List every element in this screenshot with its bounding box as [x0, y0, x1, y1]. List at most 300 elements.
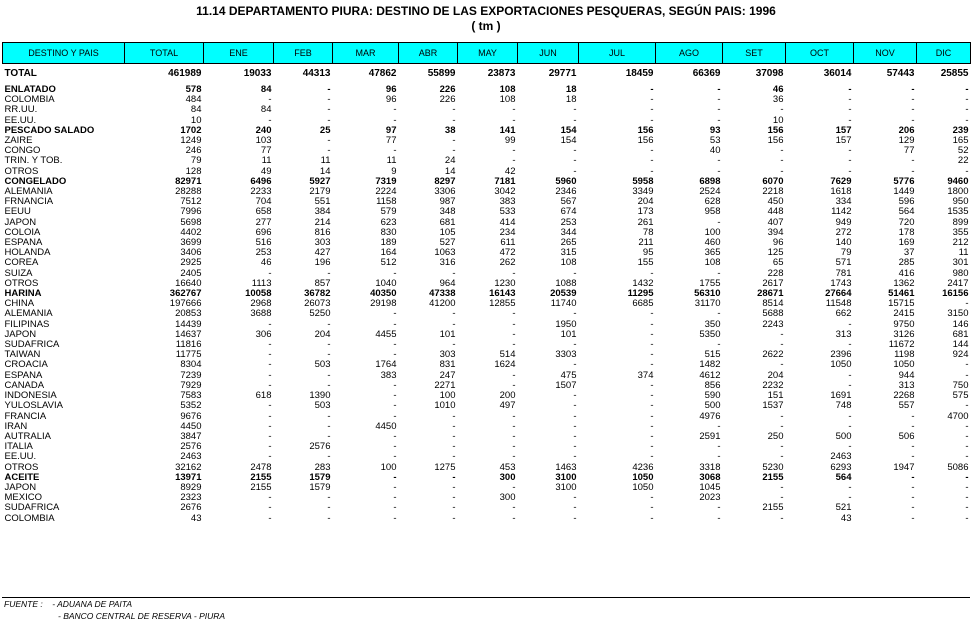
value-cell: 40350 [370, 289, 397, 300]
value-cell: - [327, 380, 331, 391]
table-row [3, 309, 971, 319]
value-cell: - [573, 105, 577, 116]
value-cell: - [512, 513, 516, 524]
table-row [3, 463, 971, 473]
table-row [3, 401, 971, 411]
value-cell: - [452, 319, 456, 330]
value-cell: 1010 [434, 401, 456, 412]
value-cell: - [780, 442, 784, 453]
country-label: IRAN [4, 421, 28, 432]
col-header: ABR [399, 43, 458, 64]
value-cell: - [512, 380, 516, 391]
value-cell: - [780, 340, 784, 351]
value-cell: - [327, 513, 331, 524]
value-cell: 101 [439, 329, 456, 340]
value-cell: - [452, 503, 456, 514]
country-label: MEXICO [4, 493, 42, 504]
value-cell: 830 [380, 227, 397, 238]
col-header: ENE [204, 43, 274, 64]
value-cell: - [393, 513, 397, 524]
total-row [3, 64, 971, 86]
total-cell: 19033 [243, 68, 272, 80]
value-cell: 14 [444, 166, 456, 177]
country-label: FRNANCIA [4, 197, 54, 208]
value-cell: 2617 [762, 278, 784, 289]
table-row [3, 299, 971, 309]
value-cell: 2155 [762, 472, 784, 483]
footer-label: FUENTE : [4, 599, 43, 609]
value-cell: 2591 [699, 431, 721, 442]
value-cell: - [393, 340, 397, 351]
value-cell: 10 [190, 115, 202, 126]
value-cell: 146 [952, 319, 969, 330]
total-label: TOTAL [4, 68, 37, 80]
value-cell: 11 [261, 156, 272, 167]
value-cell: - [452, 493, 456, 504]
value-cell: 7929 [180, 380, 202, 391]
value-cell: 140 [835, 238, 852, 249]
value-cell: 334 [835, 197, 852, 208]
value-cell: - [327, 105, 331, 116]
table-row [3, 350, 971, 360]
value-cell: - [393, 309, 397, 320]
value-cell: - [965, 482, 969, 493]
value-cell: - [573, 360, 577, 371]
value-cell: 2155 [250, 482, 272, 493]
value-cell: - [393, 411, 397, 422]
value-cell: 5958 [632, 176, 654, 187]
value-cell: - [848, 340, 852, 351]
col-header: MAY [458, 43, 518, 64]
value-cell: 944 [898, 370, 915, 381]
value-cell: - [717, 513, 721, 524]
value-cell: 196 [314, 258, 331, 269]
value-cell: - [393, 452, 397, 463]
value-cell: 6293 [830, 462, 852, 473]
value-cell: 13971 [175, 472, 202, 483]
value-cell: 29198 [370, 299, 397, 310]
value-cell: 197666 [169, 299, 202, 310]
value-cell: 567 [560, 197, 577, 208]
value-cell: 155 [637, 258, 654, 269]
value-cell: 49 [260, 166, 272, 177]
group-label: HARINA [4, 289, 42, 300]
value-cell: - [452, 482, 456, 493]
value-cell: - [268, 115, 272, 126]
total-cell: 461989 [168, 68, 202, 80]
value-cell: 265 [560, 238, 577, 249]
value-cell: - [268, 380, 272, 391]
value-cell: 7319 [375, 176, 397, 187]
value-cell: 1249 [180, 136, 202, 147]
value-cell: - [780, 513, 784, 524]
value-cell: 178 [898, 227, 915, 238]
value-cell: - [268, 401, 272, 412]
value-cell: - [911, 411, 915, 422]
value-cell: 315 [560, 248, 577, 259]
value-cell: 1764 [375, 360, 397, 371]
value-cell: - [780, 329, 784, 340]
table-row [3, 136, 971, 146]
country-label: EE.UU. [4, 452, 37, 463]
value-cell: 6496 [250, 176, 272, 187]
value-cell: 99 [504, 136, 516, 147]
value-cell: - [327, 146, 331, 157]
value-cell: 2676 [180, 503, 202, 514]
group-row [3, 289, 971, 299]
value-cell: 7239 [180, 370, 202, 381]
value-cell: 681 [439, 217, 456, 228]
value-cell: 2925 [180, 258, 202, 269]
col-header: JUN [518, 43, 579, 64]
value-cell: 156 [767, 136, 784, 147]
value-cell: 355 [952, 227, 969, 238]
table-row [3, 514, 971, 524]
value-cell: 527 [439, 238, 456, 249]
value-cell: 1755 [699, 278, 721, 289]
value-cell: 3042 [494, 187, 516, 198]
country-label: ESPANA [4, 238, 43, 249]
value-cell: - [393, 105, 397, 116]
col-header: NOV [854, 43, 917, 64]
value-cell: 551 [314, 197, 331, 208]
country-label: TAIWAN [4, 350, 41, 361]
value-cell: 32162 [175, 462, 202, 473]
country-label: ZAIRE [4, 136, 33, 147]
total-cell: 55899 [427, 68, 456, 80]
value-cell: 46 [772, 85, 784, 95]
value-cell: - [268, 95, 272, 106]
value-cell: - [965, 513, 969, 524]
value-cell: 344 [560, 227, 577, 238]
value-cell: 7583 [180, 391, 202, 402]
value-cell: - [965, 472, 969, 483]
value-cell: - [965, 431, 969, 442]
value-cell: - [393, 268, 397, 279]
value-cell: - [780, 482, 784, 493]
value-cell: 14 [319, 166, 331, 177]
value-cell: 204 [314, 329, 331, 340]
value-cell: - [650, 411, 654, 422]
value-cell: 362767 [169, 289, 202, 300]
col-header: DESTINO Y PAIS [3, 43, 125, 64]
value-cell: 394 [767, 227, 784, 238]
value-cell: 1537 [762, 401, 784, 412]
country-label: RR.UU. [4, 105, 38, 116]
table-row [3, 503, 971, 513]
value-cell: - [780, 421, 784, 432]
value-cell: 97 [385, 125, 397, 136]
value-cell: 1050 [632, 482, 654, 493]
value-cell: 22 [957, 156, 969, 167]
value-cell: 3100 [555, 472, 577, 483]
value-cell: 5352 [180, 401, 202, 412]
value-cell: 313 [835, 329, 852, 340]
value-cell: 11295 [627, 289, 654, 300]
value-cell: 416 [898, 268, 915, 279]
value-cell: 11548 [825, 299, 852, 310]
total-cell: 29771 [548, 68, 577, 80]
table-row [3, 483, 971, 493]
value-cell: 3699 [180, 238, 202, 249]
value-cell: 575 [952, 391, 969, 402]
value-cell: - [573, 115, 577, 126]
value-cell: - [650, 319, 654, 330]
value-cell: - [911, 421, 915, 432]
value-cell: - [268, 411, 272, 422]
value-cell: 103 [255, 136, 272, 147]
value-cell: - [573, 421, 577, 432]
value-cell: 1113 [251, 278, 272, 289]
value-cell: 949 [835, 217, 852, 228]
table-row [3, 330, 971, 340]
value-cell: - [327, 421, 331, 432]
table-row [3, 371, 971, 381]
country-label: CROACIA [4, 360, 48, 371]
value-cell: 8514 [762, 299, 784, 310]
value-cell: 564 [898, 207, 915, 218]
value-cell: - [848, 421, 852, 432]
value-cell: - [965, 105, 969, 116]
value-cell: 2233 [250, 187, 272, 198]
value-cell: 6898 [699, 176, 721, 187]
value-cell: - [573, 513, 577, 524]
value-cell: - [452, 421, 456, 432]
group-label: ENLATADO [4, 85, 56, 95]
table-row [3, 391, 971, 401]
value-cell: - [573, 401, 577, 412]
value-cell: - [848, 380, 852, 391]
col-header: TOTAL [125, 43, 204, 64]
value-cell: 596 [898, 197, 915, 208]
value-cell: 77 [903, 146, 915, 157]
value-cell: 84 [260, 85, 272, 95]
value-cell: 448 [767, 207, 784, 218]
value-cell: 16640 [175, 278, 202, 289]
table-row [3, 146, 971, 156]
col-header: JUL [579, 43, 656, 64]
value-cell: 1198 [894, 350, 915, 361]
value-cell: - [965, 299, 969, 310]
value-cell: 750 [952, 380, 969, 391]
value-cell: 300 [499, 472, 516, 483]
country-label: JAPON [4, 482, 37, 493]
country-label: TRIN. Y TOB. [4, 156, 63, 167]
value-cell: 15715 [888, 299, 915, 310]
table-row [3, 167, 971, 177]
value-cell: 253 [560, 217, 577, 228]
value-cell: - [573, 431, 577, 442]
value-cell: - [573, 503, 577, 514]
total-cell: 23873 [487, 68, 516, 80]
value-cell: 46 [260, 258, 272, 269]
value-cell: - [512, 105, 516, 116]
value-cell: - [268, 431, 272, 442]
value-cell: 200 [499, 391, 516, 402]
value-cell: - [848, 370, 852, 381]
group-label: PESCADO SALADO [4, 125, 95, 136]
value-cell: - [393, 391, 397, 402]
value-cell: 515 [704, 350, 721, 361]
value-cell: 958 [704, 207, 721, 218]
value-cell: - [911, 95, 915, 106]
value-cell: 1507 [555, 380, 577, 391]
value-cell: 383 [380, 370, 397, 381]
value-cell: 226 [439, 85, 456, 95]
value-cell: - [911, 105, 915, 116]
value-cell: 84 [190, 105, 202, 116]
value-cell: 3688 [250, 309, 272, 320]
value-cell: 5688 [762, 309, 784, 320]
value-cell: 11 [320, 156, 331, 167]
value-cell: 696 [255, 227, 272, 238]
value-cell: - [780, 146, 784, 157]
total-cell: 44313 [302, 68, 331, 80]
value-cell: 84 [260, 105, 272, 116]
value-cell: 38 [444, 125, 456, 136]
value-cell: 78 [642, 227, 654, 238]
value-cell: 1702 [180, 125, 202, 136]
value-cell: - [848, 442, 852, 453]
table-row [3, 279, 971, 289]
value-cell: 1624 [494, 360, 516, 371]
value-cell: 2478 [250, 462, 272, 473]
value-cell: - [780, 452, 784, 463]
value-cell: 460 [704, 238, 721, 249]
table-row [3, 320, 971, 330]
country-label: ALEMANIA [4, 187, 53, 198]
value-cell: 56310 [694, 289, 721, 300]
value-cell: 2232 [762, 380, 784, 391]
value-cell: 453 [499, 462, 516, 473]
value-cell: 156 [767, 125, 784, 136]
country-label: COREA [4, 258, 39, 269]
value-cell: 53 [709, 136, 721, 147]
value-cell: - [717, 115, 721, 126]
value-cell: 16143 [489, 289, 516, 300]
value-cell: 212 [952, 238, 969, 249]
value-cell: - [452, 136, 456, 147]
value-cell: 2179 [309, 187, 331, 198]
country-label: AUTRALIA [4, 431, 51, 442]
value-cell: 206 [898, 125, 915, 136]
value-cell: - [911, 156, 915, 167]
value-cell: 303 [439, 350, 456, 361]
value-cell: 2155 [762, 503, 784, 514]
value-cell: - [268, 452, 272, 463]
value-cell: - [650, 156, 654, 167]
table-row [3, 116, 971, 126]
value-cell: - [650, 95, 654, 106]
value-cell: 4236 [632, 462, 654, 473]
value-cell: 18 [565, 95, 577, 106]
table-row [3, 105, 971, 115]
group-label: ACEITE [4, 472, 40, 483]
value-cell: 2417 [947, 278, 969, 289]
report-title [0, 4, 972, 34]
value-cell: - [911, 115, 915, 126]
value-cell: 3126 [893, 329, 915, 340]
table-row [3, 218, 971, 228]
value-cell: - [848, 146, 852, 157]
value-cell: - [327, 115, 331, 126]
table-row [3, 187, 971, 197]
value-cell: 10 [772, 115, 784, 126]
value-cell: 1390 [309, 391, 331, 402]
country-label: INDONESIA [4, 391, 57, 402]
value-cell: 20539 [550, 289, 577, 300]
country-label: COLOMBIA [4, 513, 55, 524]
value-cell: 101 [560, 329, 577, 340]
value-cell: - [268, 350, 272, 361]
value-cell: 9676 [180, 411, 202, 422]
value-cell: 1947 [893, 462, 915, 473]
country-label: CONGO [4, 146, 41, 157]
value-cell: 144 [952, 340, 969, 351]
value-cell: 105 [439, 227, 456, 238]
value-cell: 272 [835, 227, 852, 238]
value-cell: 611 [500, 238, 516, 249]
value-cell: 93 [709, 125, 721, 136]
value-cell: 2576 [180, 442, 202, 453]
table-row [3, 422, 971, 432]
value-cell: - [650, 329, 654, 340]
table-row [3, 258, 971, 268]
value-cell: 28288 [175, 187, 202, 198]
country-label: COLOMBIA [4, 95, 55, 106]
value-cell: 1432 [632, 278, 654, 289]
table-row [3, 197, 971, 207]
value-cell: 51461 [888, 289, 915, 300]
value-cell: 1050 [893, 360, 915, 371]
value-cell: - [965, 95, 969, 106]
table-row [3, 95, 971, 105]
value-cell: 2346 [555, 187, 577, 198]
value-cell: 514 [499, 350, 516, 361]
value-cell: 277 [255, 217, 272, 228]
country-label: JAPON [4, 217, 37, 228]
value-cell: 189 [380, 238, 397, 249]
value-cell: 10058 [245, 289, 272, 300]
value-cell: - [327, 370, 331, 381]
value-cell: 246 [185, 146, 202, 157]
value-cell: - [573, 146, 577, 157]
value-cell: - [650, 268, 654, 279]
value-cell: - [512, 319, 516, 330]
value-cell: 1063 [434, 248, 456, 259]
country-label: FRANCIA [4, 411, 47, 422]
value-cell: 497 [499, 401, 516, 412]
value-cell: - [327, 319, 331, 330]
col-header: DIC [917, 43, 971, 64]
value-cell: 384 [314, 207, 331, 218]
value-cell: 173 [637, 207, 654, 218]
value-cell: 300 [499, 493, 516, 504]
value-cell: 3349 [632, 187, 654, 198]
value-cell: 374 [637, 370, 654, 381]
value-cell: 8304 [180, 360, 202, 371]
value-cell: - [327, 136, 331, 147]
footer-divider [2, 597, 970, 598]
value-cell: - [650, 166, 654, 177]
value-cell: 1050 [830, 360, 852, 371]
value-cell: 204 [637, 197, 654, 208]
col-header: MAR [333, 43, 399, 64]
value-cell: 831 [439, 360, 456, 371]
value-cell: - [512, 503, 516, 514]
value-cell: 506 [898, 431, 915, 442]
value-cell: 108 [560, 258, 577, 269]
